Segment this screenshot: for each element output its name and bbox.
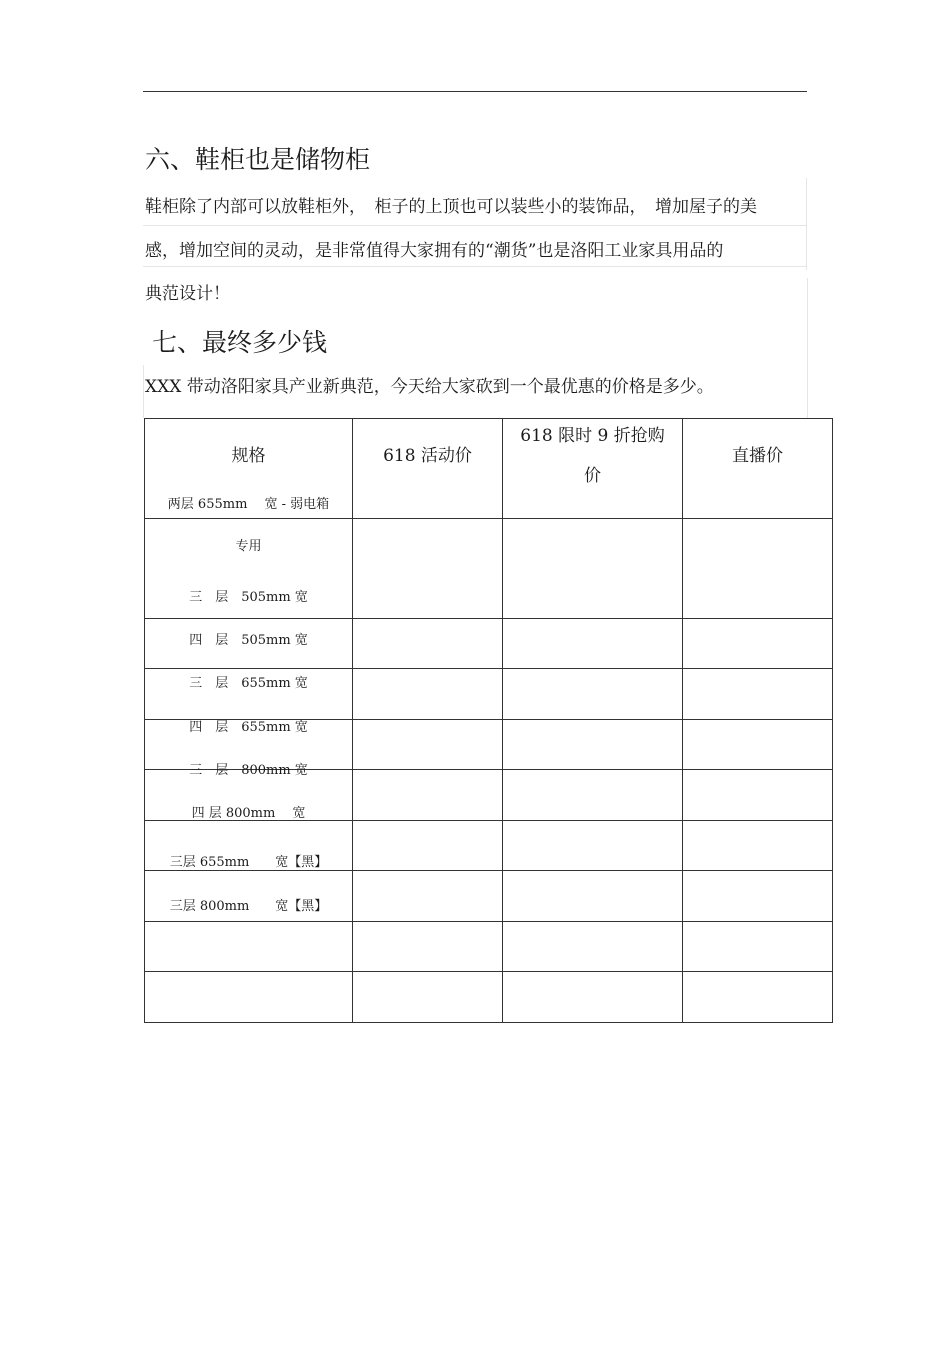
- section-6-heading: 六、鞋柜也是储物柜: [145, 145, 371, 174]
- table-row: [145, 519, 833, 619]
- spec-cell: [145, 763, 353, 821]
- spec-cell: [145, 972, 353, 1023]
- paragraph-frame-line-1: [143, 225, 806, 226]
- section-6-line-1: 鞋柜除了内部可以放鞋柜外， 柜子的上顶也可以装些小的装饰品， 增加屋子的美: [145, 197, 757, 217]
- price-cell: [503, 669, 683, 720]
- spec-row-5: 三 层 655mm 宽: [189, 676, 308, 691]
- spec-cell: [145, 519, 353, 619]
- price-cell: [503, 619, 683, 669]
- section-7-heading: 七、最终多少钱: [152, 328, 328, 357]
- table-row: [145, 922, 833, 972]
- spec-header: 规格: [231, 446, 266, 466]
- spec-row-10: 三层 800mm 宽【黑】: [169, 899, 328, 914]
- price-cell: [503, 770, 683, 821]
- live-price-header: 直播价: [732, 446, 783, 466]
- price-cell: [353, 720, 503, 770]
- price-table: [144, 418, 833, 1023]
- price-cell: [353, 972, 503, 1023]
- price-cell: [353, 871, 503, 922]
- header-rule: [143, 91, 807, 92]
- price-cell: [683, 770, 833, 821]
- spec-row-6: 四 层 655mm 宽: [189, 720, 308, 735]
- price-cell: [503, 720, 683, 770]
- price-cell: [353, 821, 503, 871]
- spec-row-7: 三 层 800mm 宽: [189, 763, 308, 778]
- live-price-header-cell: [683, 419, 833, 519]
- table-row: [145, 871, 833, 922]
- activity-price-header: 618 活动价: [383, 446, 472, 466]
- spec-row-4: 四 层 505mm 宽: [189, 633, 308, 648]
- price-cell: [683, 922, 833, 972]
- table-row: [145, 821, 833, 871]
- price-cell: [353, 669, 503, 720]
- price-cell: [683, 821, 833, 871]
- spec-cell: [145, 619, 353, 669]
- price-cell: [683, 519, 833, 619]
- spec-row-1: 两层 655mm 宽 - 弱电箱: [167, 497, 330, 512]
- intro-frame-left: [143, 365, 144, 418]
- flash-price-header-line-2: 价: [584, 466, 601, 486]
- price-cell: [683, 669, 833, 720]
- table-header-row: [145, 419, 833, 519]
- spec-row-8: 四 层 800mm 宽: [191, 806, 306, 821]
- price-cell: [683, 972, 833, 1023]
- table-row: [145, 619, 833, 669]
- price-cell: [683, 871, 833, 922]
- price-cell: [683, 619, 833, 669]
- price-cell: [503, 821, 683, 871]
- table-row: [145, 972, 833, 1023]
- price-cell: [503, 972, 683, 1023]
- price-cell: [353, 619, 503, 669]
- spec-cell: [145, 821, 353, 871]
- flash-price-header-line-1: 618 限时 9 折抢购: [520, 426, 665, 446]
- price-cell: [503, 519, 683, 619]
- spec-cell: [145, 669, 353, 720]
- table-row: [145, 770, 833, 821]
- price-cell: [353, 770, 503, 821]
- spec-cell: [145, 922, 353, 972]
- price-cell: [353, 519, 503, 619]
- spec-row-3: 三 层 505mm 宽: [189, 590, 308, 605]
- table-row: [145, 669, 833, 720]
- spec-row-2: 专用: [235, 539, 262, 554]
- section-6-line-2: 感，增加空间的灵动，是非常值得大家拥有的“潮货”也是洛阳工业家具用品的: [145, 241, 724, 261]
- price-cell: [353, 922, 503, 972]
- section-7-intro: XXX 带动洛阳家具产业新典范，今天给大家砍到一个最优惠的价格是多少。: [145, 377, 714, 397]
- spec-header-cell: [145, 419, 353, 519]
- price-cell: [503, 871, 683, 922]
- spec-row-9: 三层 655mm 宽【黑】: [169, 855, 328, 870]
- paragraph-frame-line-2: [143, 266, 806, 267]
- activity-price-header-cell: [353, 419, 503, 519]
- price-cell: [683, 720, 833, 770]
- spec-cell: [145, 871, 353, 922]
- price-cell: [503, 922, 683, 972]
- section-6-line-3: 典范设计！: [145, 284, 230, 304]
- flash-price-header-cell: [503, 419, 683, 519]
